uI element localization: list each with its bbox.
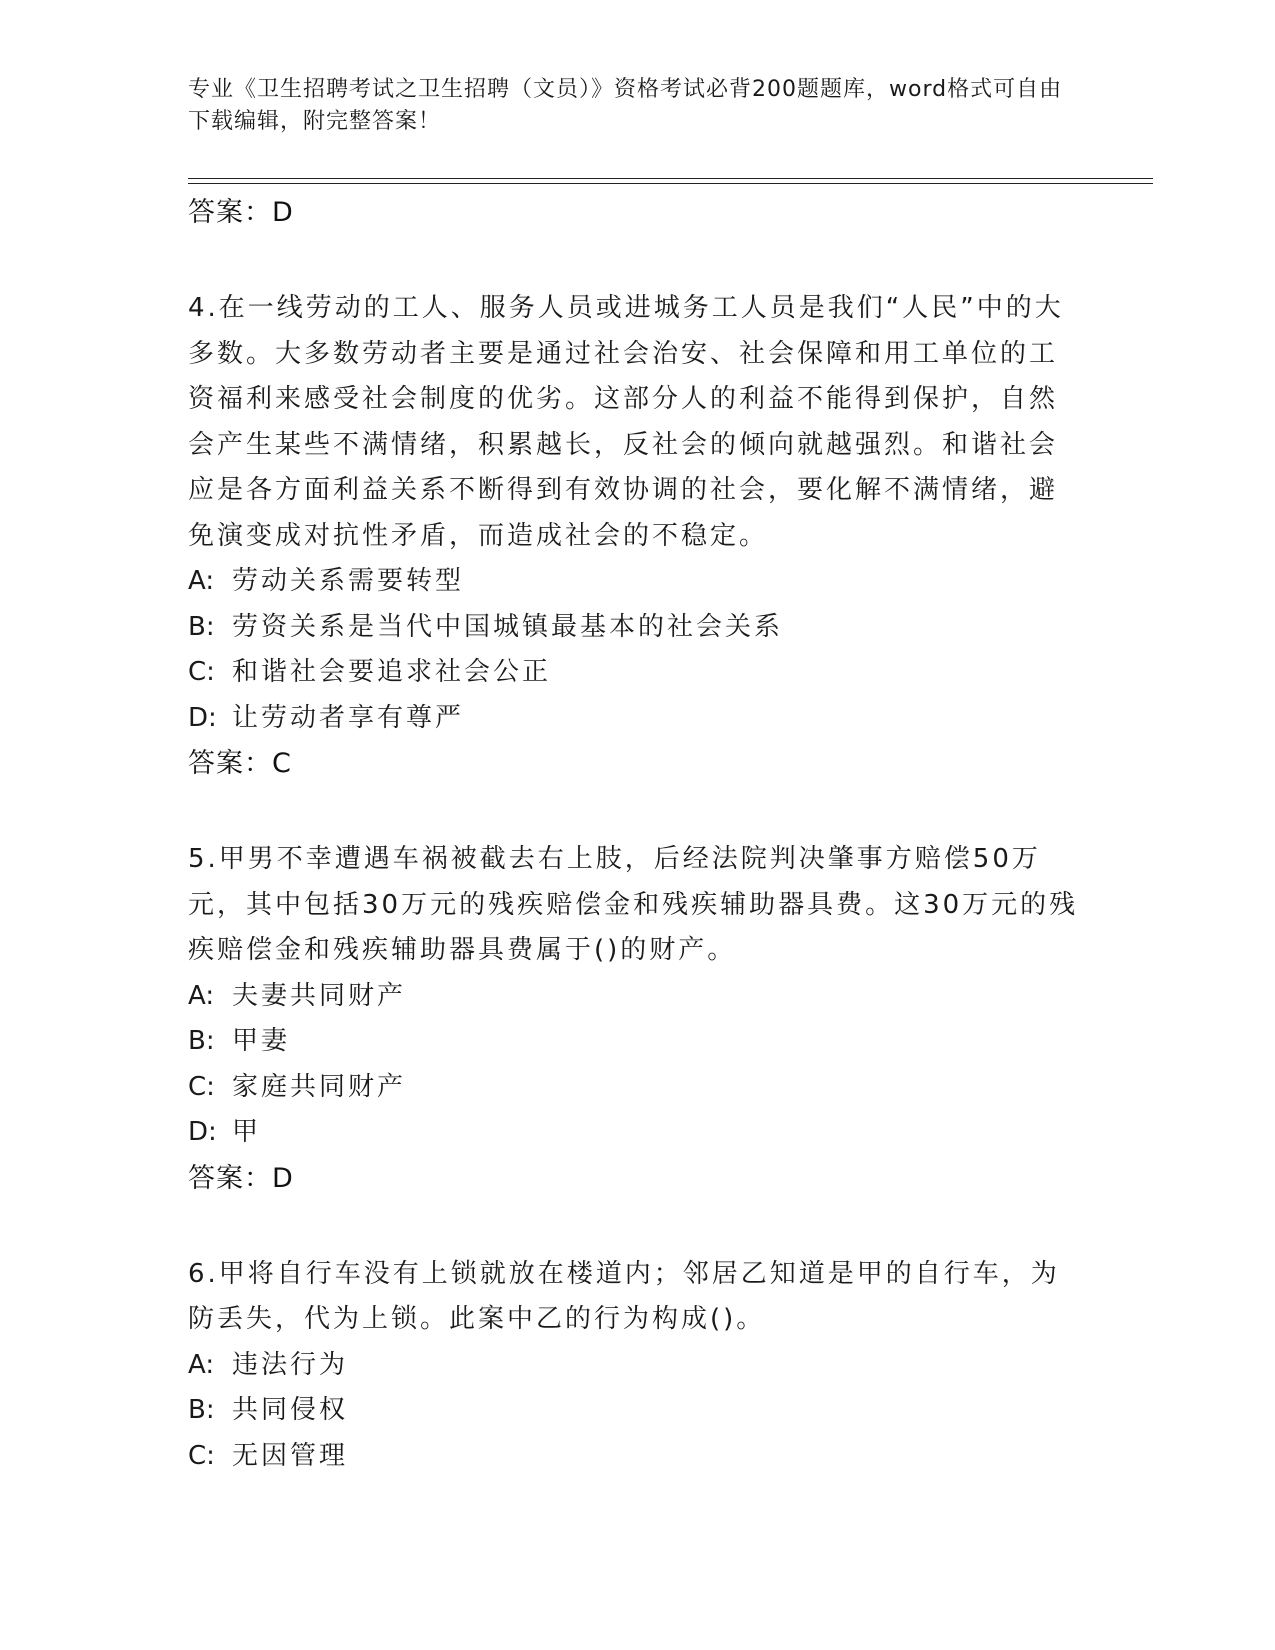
option-key: A:: [188, 980, 215, 1011]
option-text: 甲妻: [232, 1026, 291, 1056]
question-stem: 6.甲将自行车没有上锁就放在楼道内；邻居乙知道是甲的自行车，为防丢失，代为上锁。此案中乙的行为构成()。: [188, 1258, 1060, 1334]
option-text: 和谐社会要追求社会公正: [232, 657, 552, 687]
option-key: D:: [188, 702, 217, 733]
question-5: [188, 837, 1083, 1202]
option-text: 家庭共同财产: [232, 1071, 407, 1102]
option-key: C:: [188, 657, 215, 687]
option-text: 无因管理: [232, 1440, 349, 1471]
option-c: [188, 1065, 1083, 1111]
option-d: [188, 696, 1083, 742]
option-a: [188, 1343, 1083, 1389]
option-key: A:: [188, 566, 215, 596]
option-b: [188, 605, 1083, 651]
option-c: [188, 1434, 1083, 1480]
option-d: [188, 1110, 1083, 1156]
option-text: 共同侵权: [232, 1395, 349, 1425]
option-key: D:: [188, 1117, 217, 1147]
question-4: [188, 286, 1083, 787]
answer-label: 答案：C: [188, 748, 292, 779]
option-text: 夫妻共同财产: [232, 980, 407, 1011]
question-6: [188, 1252, 1083, 1480]
question-stem: 5.甲男不幸遭遇车祸被截去右上肢，后经法院判决肇事方赔偿50万元，其中包括30万元的残疾赔偿金和残疾辅助器具费。这30万元的残疾赔偿金和残疾辅助器具费属于()的财产。: [188, 844, 1079, 965]
option-key: B:: [188, 1395, 215, 1425]
option-text: 劳资关系是当代中国城镇最基本的社会关系: [232, 611, 784, 642]
document-header: 专业《卫生招聘考试之卫生招聘（文员）》资格考试必背200题题库，word格式可自由下载编辑，附完整答案！: [188, 77, 1063, 134]
option-key: C:: [188, 1440, 215, 1471]
previous-answer: 答案：D: [188, 197, 294, 228]
option-key: B:: [188, 611, 215, 642]
option-b: [188, 1019, 1083, 1065]
option-c: [188, 650, 1083, 696]
option-key: B:: [188, 1026, 215, 1056]
question-stem: 4.在一线劳动的工人、服务人员或进城务工人员是我们“人民”中的大多数。大多数劳动者主要是通过社会治安、社会保障和用工单位的工资福利来感受社会制度的优劣。这部分人的利益不能得到保护，自然会产生某些不满情绪，积累越长，反社会的倾向就越强烈。和谐社会应是各方面利益关系不断得到有效协调的社会，要化解不满情绪，避免演变成对抗性矛盾，而造成社会的不稳定。: [188, 293, 1064, 551]
answer-label: 答案：D: [188, 1162, 294, 1194]
header-divider-thick: [188, 183, 1153, 184]
option-key: A:: [188, 1349, 215, 1380]
header-divider-thin: [188, 178, 1153, 179]
option-text: 违法行为: [232, 1349, 349, 1380]
option-a: [188, 974, 1083, 1020]
option-b: [188, 1388, 1083, 1434]
option-text: 甲: [232, 1117, 262, 1147]
option-key: C:: [188, 1071, 215, 1102]
option-text: 劳动关系需要转型: [232, 566, 465, 596]
question-list: [188, 188, 1083, 1479]
option-a: [188, 559, 1083, 605]
option-text: 让劳动者享有尊严: [232, 702, 465, 733]
